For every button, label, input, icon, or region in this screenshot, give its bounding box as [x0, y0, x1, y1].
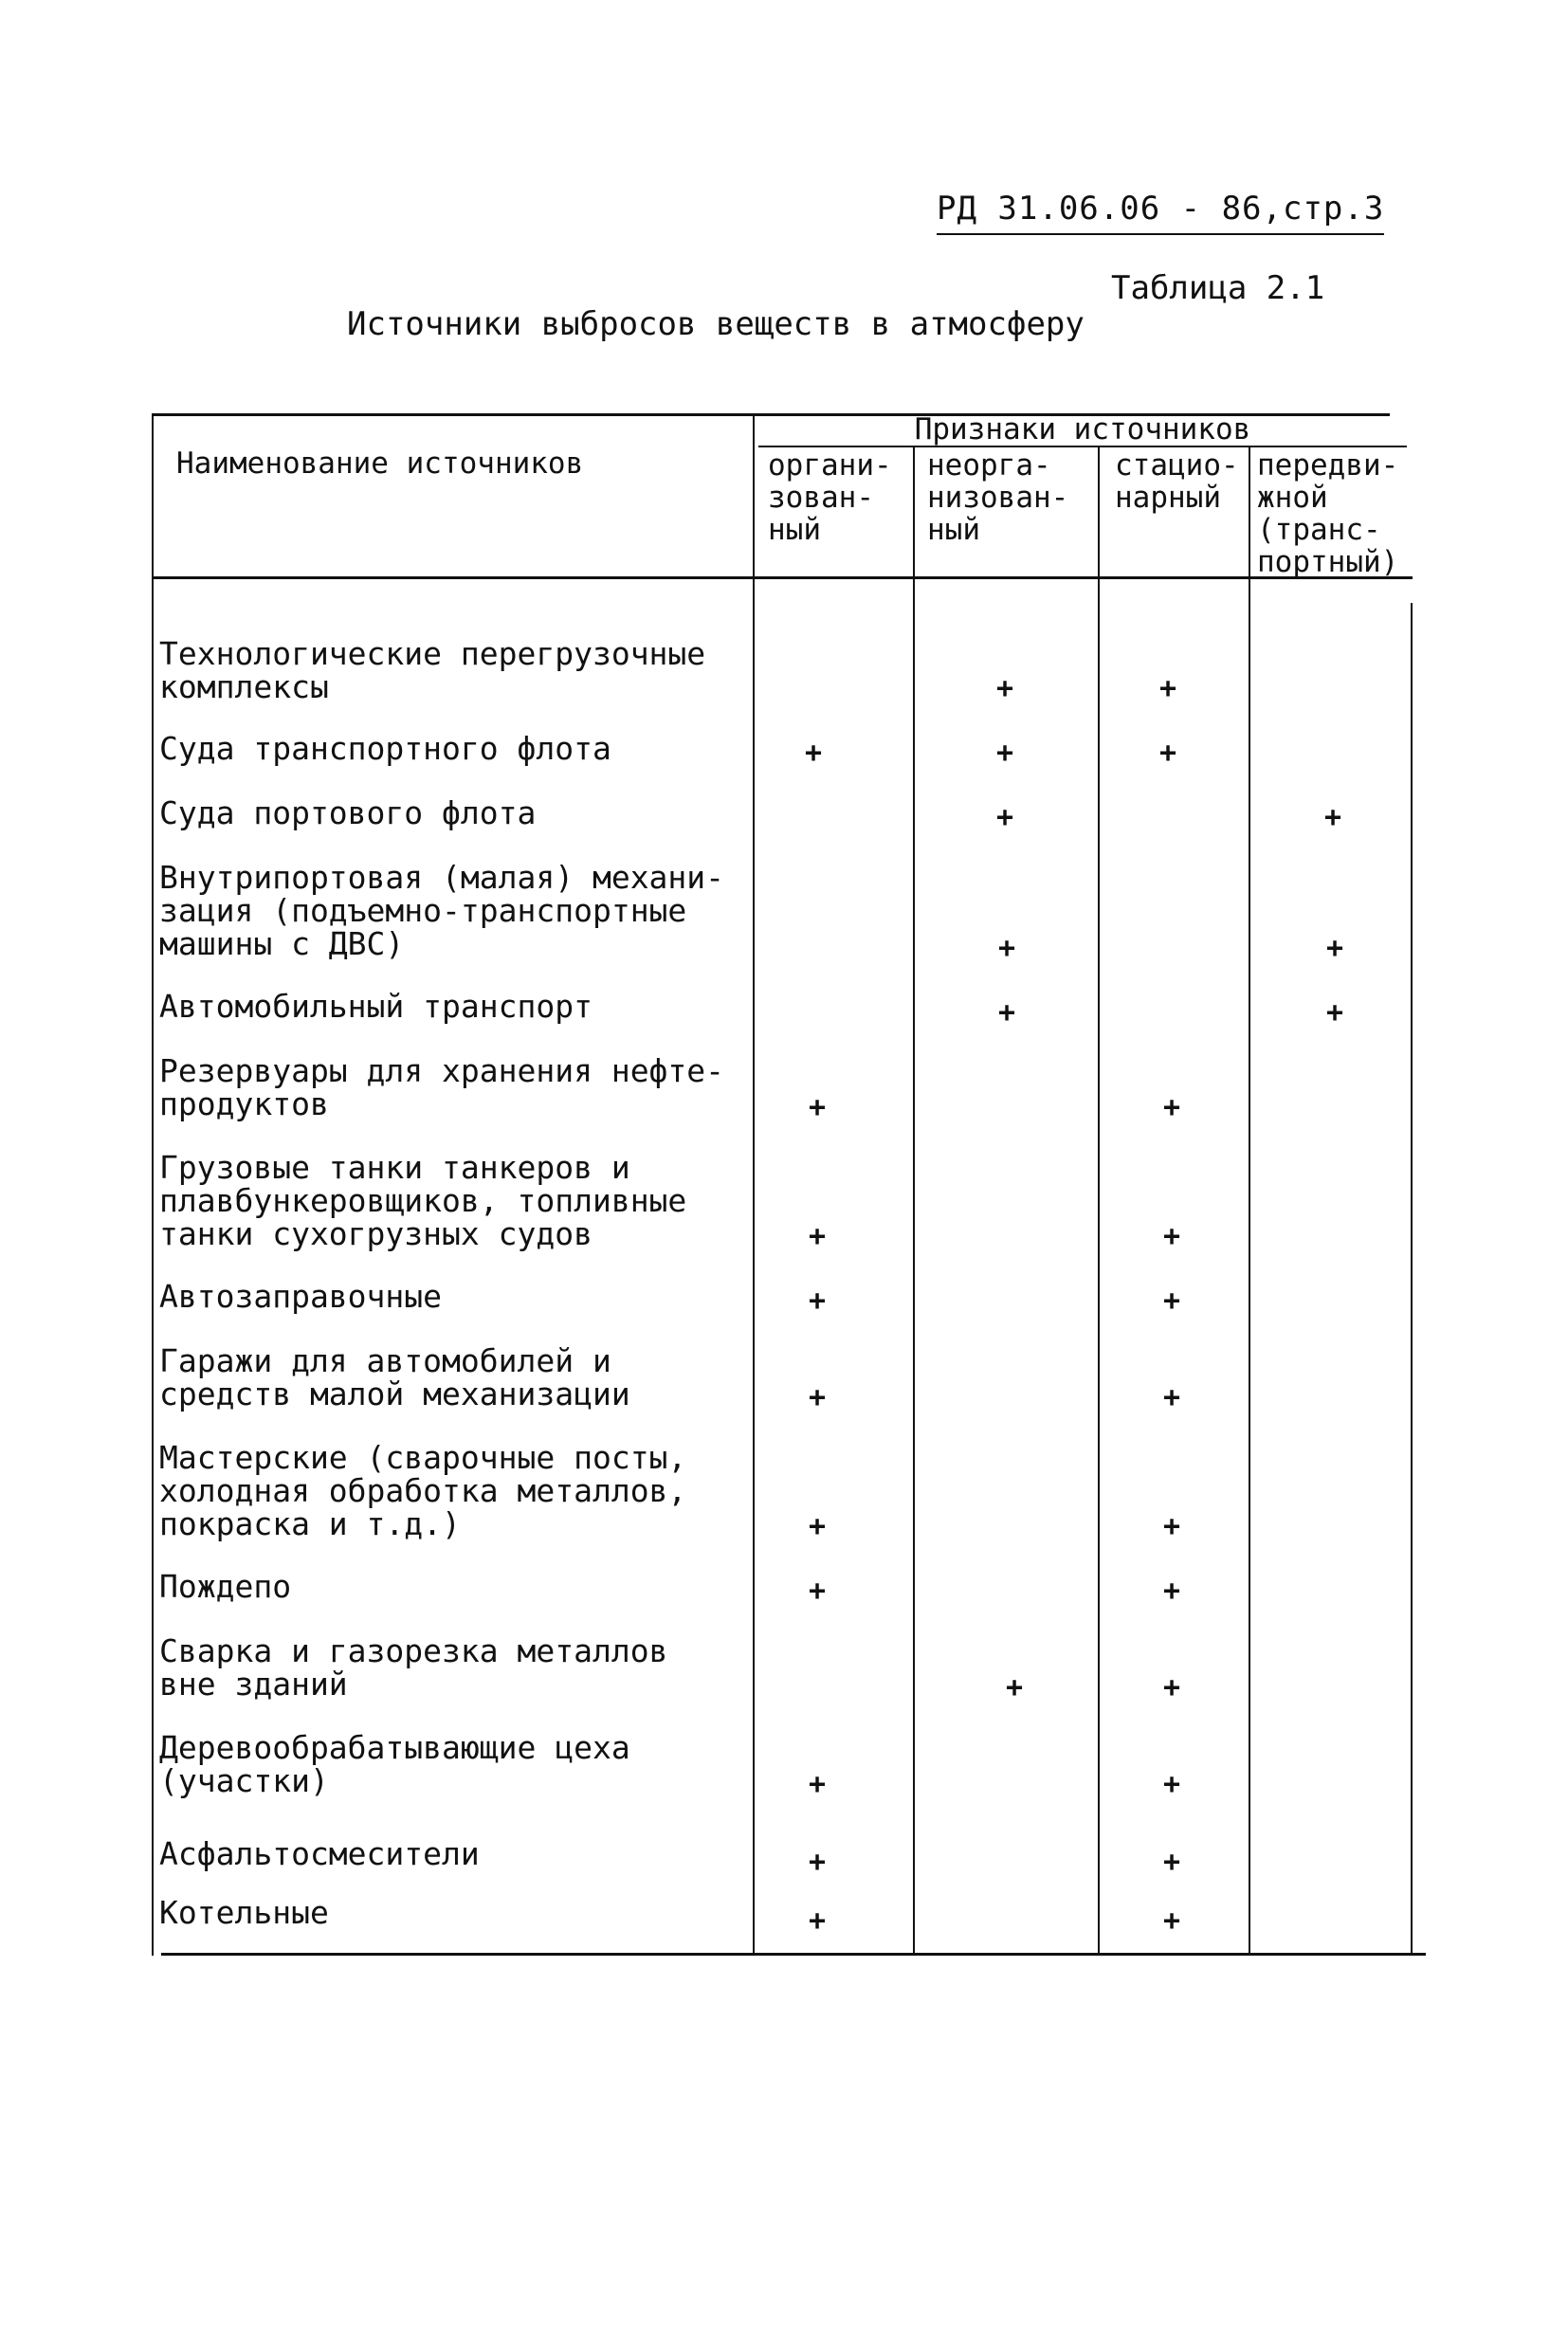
column-divider-organized	[913, 447, 915, 1956]
mark-stationary: +	[1162, 1091, 1181, 1124]
mark-organized: +	[808, 1904, 827, 1938]
table-left-border	[152, 413, 154, 1956]
row-label: Технологические перегрузочные комплексы	[159, 635, 706, 705]
sources-table	[152, 413, 1422, 1956]
mark-mobile: +	[1325, 996, 1344, 1029]
mark-organized: +	[808, 1846, 827, 1879]
row-label: Резервуары для хранения нефте- продуктов	[159, 1052, 725, 1122]
row-label: Суда портового флота	[159, 794, 537, 831]
row-label: Внутрипортовая (малая) механи- зация (подъемно-транспортные машины с ДВС)	[159, 859, 725, 962]
mark-organized: +	[808, 1220, 827, 1253]
row-label: Сварка и газорезка металлов вне зданий	[159, 1632, 668, 1703]
header-organized: органи- зован- ный	[768, 448, 892, 547]
mark-stationary: +	[1162, 1904, 1181, 1938]
mark-stationary: +	[1162, 1671, 1181, 1704]
mark-organized: +	[808, 1575, 827, 1608]
header-source-attributes: Признаки источников	[758, 413, 1407, 447]
mark-unorganized: +	[997, 996, 1016, 1029]
mark-organized: +	[808, 1284, 827, 1318]
header-mobile: передви- жной (транс- портный)	[1257, 448, 1399, 579]
row-label: Деревообрабатывающие цеха (участки)	[159, 1729, 630, 1799]
table-number: Таблица 2.1	[1111, 269, 1325, 307]
mark-unorganized: +	[995, 672, 1014, 705]
mark-stationary: +	[1162, 1510, 1181, 1543]
mark-organized: +	[804, 737, 823, 770]
mark-stationary: +	[1158, 672, 1177, 705]
mark-unorganized: +	[1005, 1671, 1024, 1704]
column-divider-stationary	[1249, 447, 1250, 1956]
mark-stationary: +	[1162, 1220, 1181, 1253]
row-label: Пождепо	[159, 1568, 292, 1605]
mark-organized: +	[808, 1510, 827, 1543]
mark-unorganized: +	[995, 801, 1014, 834]
header-source-name: Наименование источников	[176, 446, 584, 481]
row-label: Суда транспортного флота	[159, 730, 611, 767]
mark-stationary: +	[1162, 1846, 1181, 1879]
mark-unorganized: +	[995, 737, 1014, 770]
row-label: Автомобильный транспорт	[159, 988, 593, 1025]
mark-organized: +	[808, 1381, 827, 1414]
mark-organized: +	[808, 1768, 827, 1801]
table-title: Источники выбросов веществ в атмосферу	[347, 305, 1085, 343]
header-unorganized: неорга- низован- ный	[927, 448, 1069, 547]
table-bottom-rule	[161, 1953, 1426, 1956]
row-label: Автозаправочные	[159, 1278, 443, 1315]
mark-stationary: +	[1162, 1575, 1181, 1608]
column-divider-unorganized	[1098, 447, 1100, 1956]
document-reference: РД 31.06.06 - 86,стр.3	[937, 190, 1384, 235]
mark-unorganized: +	[997, 932, 1016, 965]
header-stationary: стацио- нарный	[1115, 448, 1239, 515]
mark-organized: +	[808, 1091, 827, 1124]
table-right-border	[1411, 603, 1413, 1956]
column-divider-name	[753, 413, 755, 1956]
mark-stationary: +	[1162, 1768, 1181, 1801]
mark-mobile: +	[1325, 932, 1344, 965]
mark-stationary: +	[1162, 1284, 1181, 1318]
mark-stationary: +	[1162, 1381, 1181, 1414]
mark-mobile: +	[1323, 801, 1342, 834]
row-label: Мастерские (сварочные посты, холодная обработка металлов, покраска и т.д.)	[159, 1439, 687, 1542]
row-label: Грузовые танки танкеров и плавбункеровщиков, топливные танки сухогрузных судов	[159, 1149, 687, 1252]
table-header-rule	[152, 576, 1413, 579]
row-label: Асфальтосмесители	[159, 1835, 480, 1872]
row-label: Котельные	[159, 1894, 329, 1931]
row-label: Гаражи для автомобилей и средств малой механизации	[159, 1342, 630, 1412]
mark-stationary: +	[1158, 737, 1177, 770]
